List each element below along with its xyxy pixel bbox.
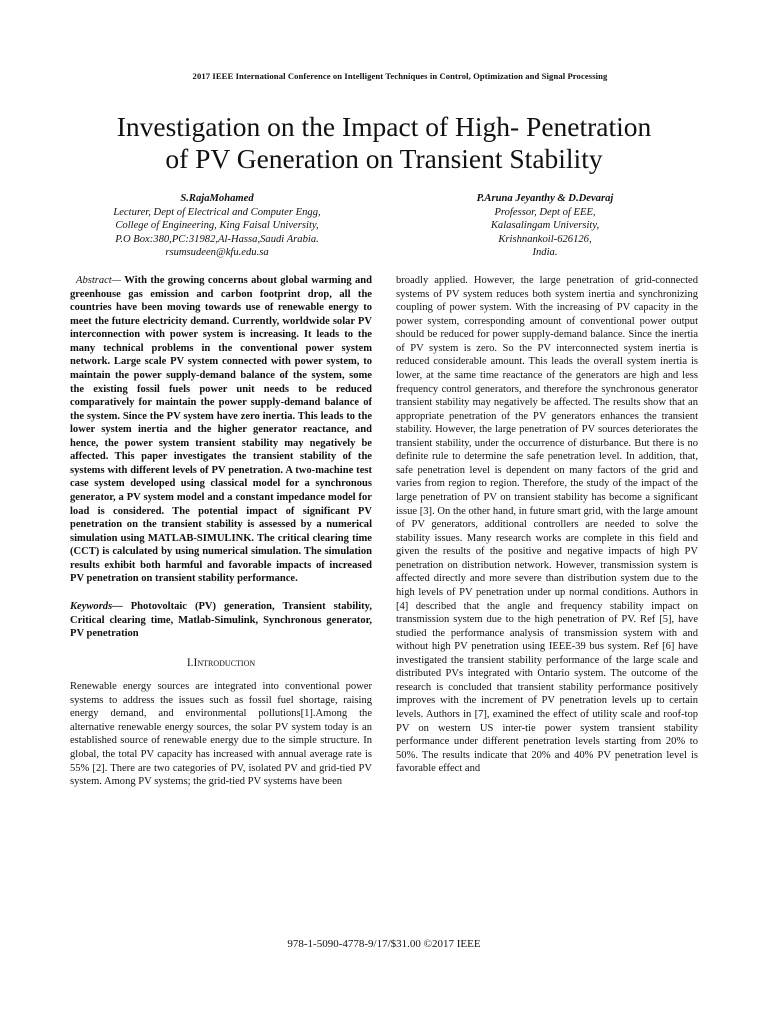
introduction-paragraph: Renewable energy sources are integrated into conventional power systems to address the issues such as fossil fuel shortage, raising energy demand, and environmental pollutions[1].Among the alternative renewable energy sources, the solar PV system today is an established source of renewable energy due to the simple structure. In global, the total PV capacity has increased with annual average rate is 55% [2]. There are two categories of PV, isolated PV and grid-tied PV system. Among PV systems; the grid-tied PV systems have been: [70, 681, 372, 788]
author-affiliation-line: Krishnankoil-626126,: [498, 233, 592, 245]
author-affiliation-line: Professor, Dept of EEE,: [494, 206, 596, 218]
author-email: rsumsudeen@kfu.edu.sa: [165, 247, 269, 259]
conference-header: 2017 IEEE International Conference on Intelligent Techniques in Control, Optimization and Signal Processing: [192, 71, 608, 81]
keywords-label: Keywords—: [70, 600, 123, 612]
paper-title: [40, 111, 728, 175]
abstract: [70, 274, 372, 586]
keywords-text: Photovoltaic (PV) generation, Transient stability, Critical clearing time, Matlab-Simulink, Synchronous generator, PV penetration: [70, 600, 372, 640]
author-affiliation-line: P.O Box:380,PC:31982,Al-Hassa,Saudi Arabia.: [115, 233, 319, 245]
author-affiliation-line: Kalasalingam University,: [490, 220, 600, 232]
abstract-label: Abstract—: [76, 275, 122, 286]
section-number: I.: [186, 656, 194, 669]
right-column-paragraph: broadly applied. However, the large penetration of grid-connected systems of PV system reduces both system inertia and synchronizing coupling of power system. With the increasing of PV capacity in the power system, corresponding amount of conventional power output should be reduced for power supply-demand balance. Since the inertia of PV system is zero. So the PV interconnected system inertia is reduced considerable amount. This leads the overall system inertia is lower, at the same time reactance of the generators are high and less frequency control generators, and therefore the synchronous generator transient stability may negatively be affected. The results show that an appropriate penetration of the PV generators enhances the transient stability. However, the large penetration of PV sources deteriorates the transient stability, under the occurrence of disturbance. But there is no definite rule to determine the safe penetration level. In addition, that, safe penetration level is dependent on many factors of the grid and varies from region to region. Therefore, the study of the impact of the large penetration of PV on transient stability has become a significant issue [3]. On the other hand, in future smart grid, with the large amount of PV generators, additional controllers are needed to solve the stability issues. Many research works are complete in this field and given the results of the positive and negative impacts of high PV penetration on distribution network. However, transmission system is affected directly and more severe than distribution system due to the high levels of PV penetration under up normal conditions. Authors in [4] described that the angle and frequency stability impact on transmission system due to the high penetration of PV. Ref [5], have studied the performance analysis of transmission system with and without high PV penetration using IEEE-39 bus system. Ref [6] have investigated the transient stability performance of the large scale and distributed PVs integrated with Ontario system. The outcome of the research is concluded that transient stability performance positively improves with the increment of PV penetration levels up to certain levels. Authors in [7], examined the effect of utility scale and roof-top PV on western US inter-tie power system transient stability performance under different penetration levels starting from 20% to 50%. The results indicate that 20% and 40% PV penetration level is favorable effect and: [396, 275, 698, 775]
abstract-text: With the growing concerns about global warming and greenhouse gas emission and carbon footprint drop, all the countries have been moving towards use of renewable energy to meet the future electricity demand. Currently, worldwide solar PV interconnection with power system is increasing. It leads to the many technical problems in the conventional power system network. Large scale PV system connected with power system, to maintain the power supply-demand balance of the system, some the existing fossil fuels power unit needs to be reduced comparatively for maintain the power supply-demand balance of the system. Since the PV system have zero inertia. This leads to the lower system inertia and the higher generator reactance, and hence, the power system transient stability may negatively be affected. This paper investigates the transient stability of the systems with different levels of PV penetration. A two-machine test case system developed using classical model for a synchronous generator, a PV system model and a constant impedance model for load is considered. The potential impact of significant PV penetration on the transient stability is assessed by a numerical simulation using MATLAB-SIMULINK. The critical clearing time (CCT) is calculated by using numerical simulation. The simulation results exhibit both harmful and favorable impacts of increased PV penetration on transient stability performance.: [70, 275, 372, 585]
copyright-footer: 978-1-5090-4778-9/17/$31.00 ©2017 IEEE: [287, 938, 481, 950]
right-column: [396, 274, 698, 776]
left-column: [70, 274, 372, 789]
title-line-2: of PV Generation on Transient Stability: [165, 143, 603, 174]
author-name: S.RajaMohamed: [180, 193, 254, 204]
keywords: [70, 600, 372, 641]
section-title: Introduction: [193, 656, 256, 669]
section-heading-introduction: [70, 657, 372, 671]
author-block-2: [400, 192, 690, 260]
author-affiliation-line: Lecturer, Dept of Electrical and Computer Engg,: [113, 206, 321, 218]
author-affiliation-line: College of Engineering, King Faisal University,: [115, 220, 319, 232]
author-affiliation-line: India.: [532, 247, 558, 259]
author-block-1: [72, 192, 362, 260]
author-name: P.Aruna Jeyanthy & D.Devaraj: [476, 193, 614, 204]
title-line-1: Investigation on the Impact of High- Penetration: [116, 111, 652, 142]
